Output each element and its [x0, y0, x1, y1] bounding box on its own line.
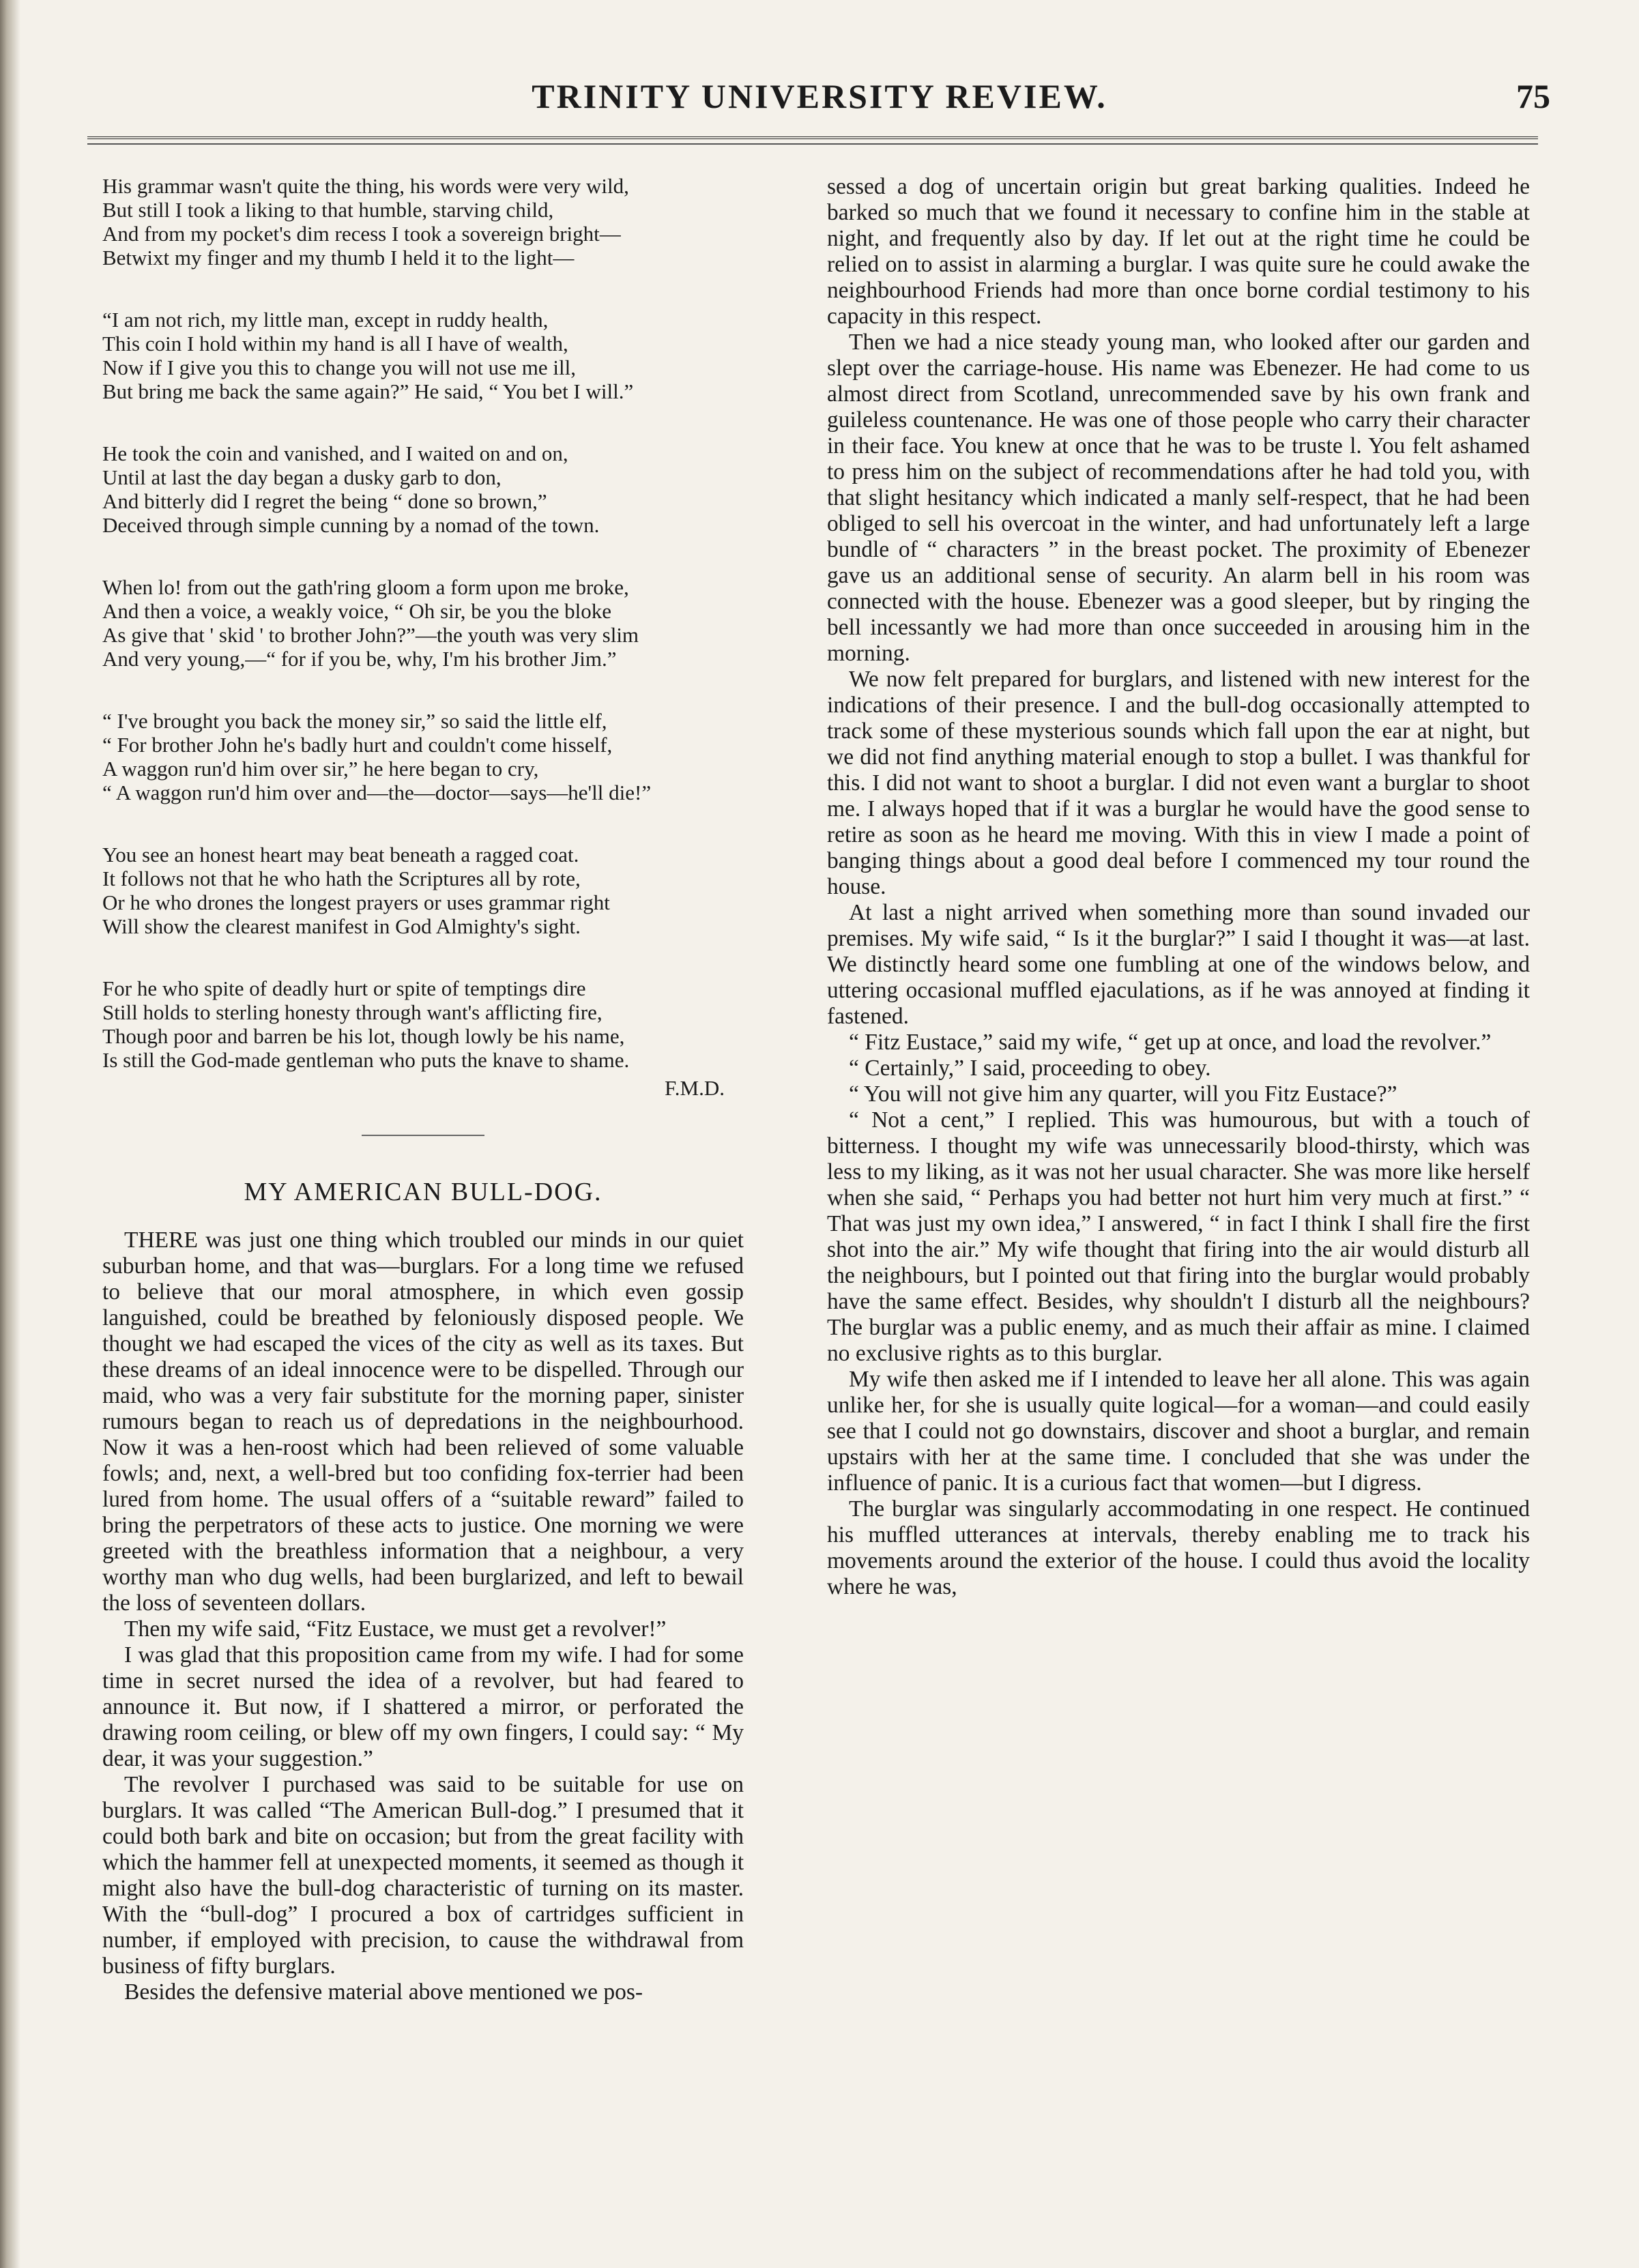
- article-paragraph: The burglar was singularly accommodating in one respect. He continued his muffled utterances at intervals, thereby enabling me to track his movements around the exterior of the house. I could thus avoid the locality where he was,: [827, 1496, 1530, 1599]
- poem-line: His grammar wasn't quite the thing, his words were very wild,: [102, 174, 629, 198]
- header-rule-thin: [87, 143, 1538, 145]
- article-title: MY AMERICAN BULL-DOG.: [244, 1178, 603, 1206]
- poem-line: Now if I give you this to change you will not use me ill,: [102, 355, 576, 379]
- poem-stanza: [102, 976, 744, 1072]
- poem-line: Until at last the day began a dusky garb to don,: [102, 465, 502, 489]
- page-edge-shadow: [0, 0, 20, 2268]
- article-paragraph: “ Fitz Eustace,” said my wife, “ get up at once, and load the revolver.”: [849, 1030, 1492, 1055]
- poem-stanza: [102, 441, 744, 537]
- poem-line: Betwixt my finger and my thumb I held it to the light—: [102, 246, 575, 270]
- poem-line: “ A waggon run'd him over and—the—doctor—says—he'll die!”: [102, 781, 652, 804]
- poem-line: Or he who drones the longest prayers or uses grammar right: [102, 890, 610, 914]
- poem-line: Though poor and barren be his lot, though lowly be his name,: [102, 1024, 625, 1048]
- page-number: 75: [1516, 77, 1550, 115]
- poem-line: But bring me back the same again?” He said, “ You bet I will.”: [102, 379, 634, 403]
- article-paragraph: My wife then asked me if I intended to leave her all alone. This was again unlike her, for she is usually quite logical—for a woman—and could easily see that I could not go downstairs, discover and shoot a burglar, and remain upstairs with her at the same time. I concluded that she was under the influence of panic. It is a curious fact that women—but I digress.: [827, 1367, 1530, 1496]
- poem-line: “ I've brought you back the money sir,” so said the little elf,: [102, 709, 607, 733]
- poem: [102, 174, 744, 1101]
- poem-line: Will show the clearest manifest in God Almighty's sight.: [102, 914, 581, 938]
- poem-stanza: [102, 843, 744, 938]
- poem-stanza: [102, 575, 744, 671]
- poem-line: Deceived through simple cunning by a nomad of the town.: [102, 513, 600, 537]
- poem-line: And very young,—“ for if you be, why, I'm his brother Jim.”: [102, 647, 617, 671]
- poem-line: And bitterly did I regret the being “ done so brown,”: [102, 489, 547, 513]
- article-paragraph: sessed a dog of uncertain origin but great barking qualities. Indeed he barked so much that we found it necessary to confine him in the stable at night, and frequently also by day. If let out at the right time he could be relied on to assist in alarming a burglar. I was quite sure he could awake the neighbourhood Friends had more than once borne cordial testimony to his capacity in this respect.: [827, 174, 1530, 329]
- article-paragraph: THERE was just one thing which troubled our minds in our quiet suburban home, and that was—burglars. For a long time we refused to believe that our moral atmosphere, in which even gossip languished, could be breathed by feloniously disposed people. We thought we had escaped the vices of the city as well as its taxes. But these dreams of an ideal innocence were to be dispelled. Through our maid, who was a very fair substitute for the morning paper, sinister rumours began to reach us of depredations in the neighbourhood. Now it was a hen-roost which had been relieved of some valuable fowls; and, next, a well-bred but too confiding fox-terrier had been lured from home. The usual offers of a “suitable reward” failed to bring the perpetrators of these acts to justice. One morning we were greeted with the breathless information that a neighbour, a very worthy man who dug wells, had been burglarized, and left to bewail the loss of seventeen dollars.: [102, 1227, 744, 1616]
- article-paragraph: “ You will not give him any quarter, will you Fitz Eustace?”: [849, 1081, 1397, 1107]
- article-paragraph: Then we had a nice steady young man, who looked after our garden and slept over the carriage-house. His name was Ebenezer. He had come to us almost direct from Scotland, unrecommended save by his own frank and guileless countenance. He was one of those people who carry their character in their face. You knew at once that he was to be truste l. You felt ashamed to press him on the subject of recommendations after he had told you, with that slight hesitancy which indicated a manly self-respect, that he had been obliged to sell his overcoat in the winter, and had unfortunately left a large bundle of “ characters ” in the breast pocket. The proximity of Ebenezer gave us an additional sense of security. An alarm bell in his room was connected with the house. Ebenezer was a good sleeper, but by ringing the bell incessantly we had more than once succeeded in arousing him in the morning.: [827, 330, 1530, 666]
- poem-line: When lo! from out the gath'ring gloom a form upon me broke,: [102, 575, 629, 599]
- article-paragraph: The revolver I purchased was said to be suitable for use on burglars. It was called “The American Bull-dog.” I presumed that it could both bark and bite on occasion; but from the great facility with which the hammer fell at unexpected moments, it seemed as though it might also have the bull-dog characteristic of turning on its master. With the “bull-dog” I procured a box of cartridges sufficient in number, if employed with precision, to cause the withdrawal from business of fifty burglars.: [102, 1772, 744, 1979]
- poem-line: And from my pocket's dim recess I took a sovereign bright—: [102, 222, 621, 246]
- poem-line: For he who spite of deadly hurt or spite of temptings dire: [102, 976, 586, 1000]
- poem-line: It follows not that he who hath the Scriptures all by rote,: [102, 867, 581, 890]
- article-paragraph: “ Certainly,” I said, proceeding to obey.: [849, 1056, 1211, 1081]
- article-paragraph: Besides the defensive material above mentioned we pos-: [124, 1979, 643, 2005]
- poem-stanza: [102, 174, 744, 270]
- right-column: [827, 174, 1530, 1600]
- poem-line: And then a voice, a weakly voice, “ Oh sir, be you the bloke: [102, 599, 611, 623]
- poem-line: A waggon run'd him over sir,” he here began to cry,: [102, 757, 539, 781]
- article-paragraph: We now felt prepared for burglars, and listened with new interest for the indications of their presence. I and the bull-dog occasionally attempted to track some of these mysterious sounds which fall upon the ear at night, but we did not find anything material enough to stop a bullet. I was thankful for this. I did not want to shoot a burglar. I did not even want a burglar to shoot me. I always hoped that if it was a burglar he would have the good sense to retire as soon as he heard me moving. With this in view I made a point of banging things about a good deal before I commenced my tour round the house.: [827, 667, 1530, 899]
- poem-line: “I am not rich, my little man, except in ruddy health,: [102, 308, 549, 332]
- poem-line: “ For brother John he's badly hurt and couldn't come hisself,: [102, 733, 613, 757]
- article-paragraph: I was glad that this proposition came from my wife. I had for some time in secret nursed the idea of a revolver, but had feared to announce it. But now, if I shattered a mirror, or perforated the drawing room ceiling, or blew off my own fingers, I could say: “ My dear, it was your suggestion.”: [102, 1642, 744, 1771]
- poem-line: He took the coin and vanished, and I waited on and on,: [102, 441, 568, 465]
- section-divider: [362, 1135, 484, 1136]
- poem-line: This coin I hold within my hand is all I have of wealth,: [102, 332, 568, 355]
- article-paragraph: At last a night arrived when something more than sound invaded our premises. My wife said, “ Is it the burglar?” I said I thought it was—at last. We distinctly heard some one fumbling at one of the windows below, and uttering occasional muffled ejaculations, as if he was annoyed at finding it fastened.: [827, 900, 1530, 1029]
- running-title: TRINITY UNIVERSITY REVIEW.: [532, 77, 1107, 115]
- poem-stanza: [102, 709, 744, 804]
- header-rule: [87, 136, 1538, 139]
- poem-line: But still I took a liking to that humble, starving child,: [102, 198, 554, 222]
- article-paragraph: “ Not a cent,” I replied. This was humourous, but with a touch of bitterness. I thought my wife was unnecessarily blood-thirsty, which was less to my liking, as it was not her usual character. She was more like herself when she said, “ Perhaps you had better not hurt him very much at first.” “ That was just my own idea,” I answered, “ in fact I think I shall fire the first shot into the air.” My wife thought that firing into the air would disturb all the neighbours, but I pointed out that firing into the burglar would probably have the same effect. Besides, why shouldn't I disturb all the neighbours? The burglar was a public enemy, and as much their affair as mine. I claimed no exclusive rights as to this burglar.: [827, 1107, 1530, 1366]
- poem-line: Is still the God-made gentleman who puts the knave to shame.: [102, 1048, 630, 1072]
- poem-line: You see an honest heart may beat beneath a ragged coat.: [102, 843, 579, 867]
- article-paragraph: Then my wife said, “Fitz Eustace, we must get a revolver!”: [124, 1616, 667, 1642]
- poem-line: Still holds to sterling honesty through want's afflicting fire,: [102, 1000, 603, 1024]
- poem-stanza: [102, 308, 744, 403]
- poem-signature: F.M.D.: [665, 1076, 725, 1100]
- running-header: [82, 76, 1557, 131]
- poem-line: As give that ' skid ' to brother John?”—the youth was very slim: [102, 623, 639, 647]
- left-column: [102, 174, 744, 2005]
